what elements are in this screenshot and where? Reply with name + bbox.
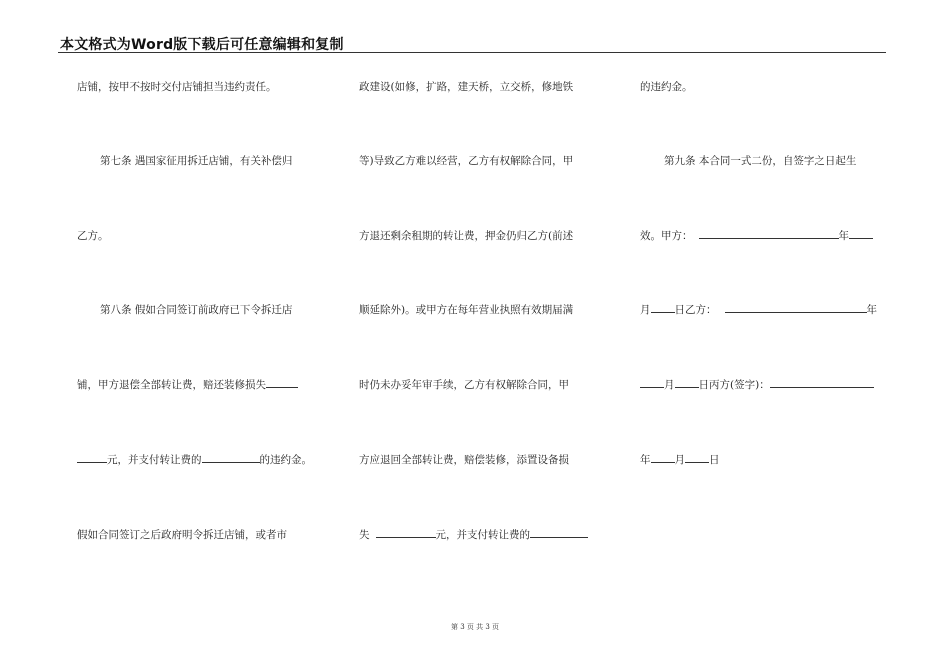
text-line: 方应退回全部转让费，赔偿装修，添置设备损 <box>359 454 569 466</box>
text-line: 第九条 本合同一式二份，自签字之日起生 <box>664 155 857 167</box>
text-line-with-blank <box>640 378 874 392</box>
text-line-with-blank <box>77 453 312 467</box>
text-line-with-blank <box>640 229 873 243</box>
page-number-footer: 第 3 页 共 3 页 <box>450 623 500 631</box>
blank-underline <box>376 528 436 538</box>
blank-underline <box>266 378 298 388</box>
text-line: 顺延除外)。或甲方在每年营业执照有效期届满 <box>359 304 574 316</box>
text-line: 第八条 假如合同签订前政府已下令拆迁店 <box>100 304 293 316</box>
text-segment: 铺，甲方退偿全部转让费，赔还装修损失 <box>77 379 266 391</box>
text-segment: 年 <box>866 304 877 316</box>
text-line-with-blank <box>640 453 720 467</box>
text-segment: 元，并支付转让费的 <box>435 529 530 541</box>
text-segment: 月 <box>640 304 651 316</box>
text-line: 政建设(如修，扩路，建天桥，立交桥，修地铁 <box>359 81 574 93</box>
text-segment: 的违约金。 <box>259 454 312 466</box>
text-segment: 月 <box>674 454 685 466</box>
blank-underline <box>651 453 675 463</box>
text-segment: 日丙方(签字)： <box>698 379 770 391</box>
text-segment: 月 <box>664 379 675 391</box>
blank-underline <box>77 453 107 463</box>
blank-underline <box>699 229 839 239</box>
text-segment: 失 <box>359 529 370 541</box>
text-segment: 年 <box>640 454 651 466</box>
text-line: 店铺，按甲不按时交付店铺担当违约责任。 <box>77 81 277 93</box>
text-segment: 日 <box>709 454 720 466</box>
blank-underline <box>849 229 873 239</box>
text-line: 假如合同签订之后政府明令拆迁店铺，或者市 <box>77 529 287 541</box>
blank-underline <box>685 453 709 463</box>
text-line: 的违约金。 <box>640 81 693 93</box>
blank-underline <box>530 528 588 538</box>
blank-underline <box>651 303 675 313</box>
header-divider <box>58 52 886 53</box>
blank-underline <box>725 303 867 313</box>
text-line: 第七条 遇国家征用拆迁店铺，有关补偿归 <box>100 155 293 167</box>
blank-underline <box>202 453 260 463</box>
text-segment: 元，并支付转让费的 <box>107 454 202 466</box>
text-line: 等)导致乙方难以经营，乙方有权解除合同，甲 <box>359 155 574 167</box>
text-segment: 效。甲方： <box>640 230 693 242</box>
text-line: 方退还剩余租期的转让费，押金仍归乙方(前述 <box>359 230 574 242</box>
text-line-with-blank <box>640 303 877 317</box>
text-segment: 年 <box>838 230 849 242</box>
text-segment: 日乙方： <box>674 304 717 316</box>
text-line-with-blank <box>77 378 298 392</box>
text-line-with-blank <box>359 528 588 542</box>
document-header-title: 本文格式为Word版下载后可任意编辑和复制 <box>60 37 344 53</box>
text-line: 乙方。 <box>77 230 109 242</box>
blank-underline <box>640 378 664 388</box>
blank-underline <box>675 378 699 388</box>
text-line: 时仍未办妥年审手续，乙方有权解除合同，甲 <box>359 379 569 391</box>
blank-underline <box>770 378 874 388</box>
